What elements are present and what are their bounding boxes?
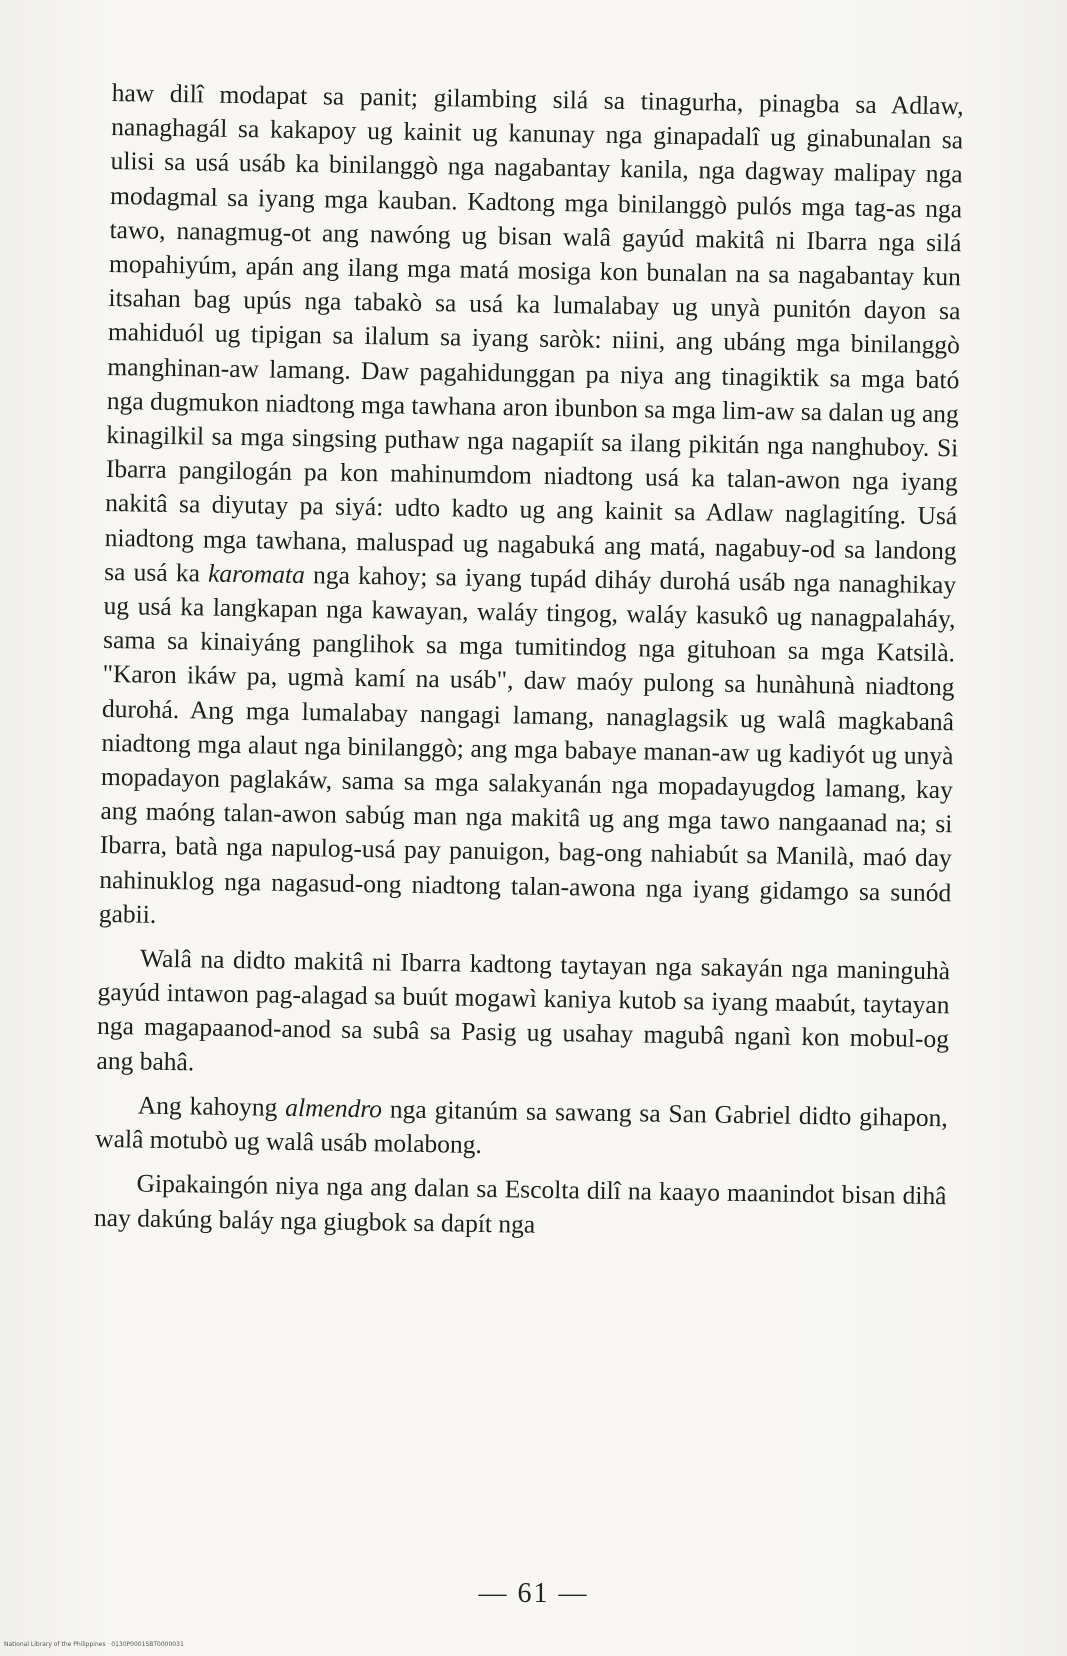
paragraph-4 — [94, 1166, 947, 1248]
paragraph-1-text-a: haw dilî modapat sa panit; gilambing silá sa tinagurha, pinagba sa Adlaw, nanaghagál sa kakapoy ug kainit ug kanunay nga ginapadalî ug ginabunalan sa ulisi sa usá usáb ka binilanggò nga nagabantay kanila, nga dagway malipay nga modagmal sa iyang mga kauban. Kadtong mga binilanggò pulós mga tag-as nga tawo, nanagmug-ot ang nawóng ug bisan walâ gayúd makitâ ni Ibarra nga silá mopahiyúm, apán ang ilang mga matá mosiga kon bunalan na sa nagabantay kun itsahan bag upús nga tabakò sa usá ka lumalabay ug unyà punitón dayon sa mahiduól ug tipigan sa ilalum sa iyang saròk: niini, ang ubáng mga binilanggò manghinan-aw lamang. Daw pagahidunggan pa niya ang tinagiktik sa mga bató nga dugmukon niadtong mga tawhana aron ibunbon sa mga lim-aw sa dalan ug ang kinagilkil sa mga singsing puthaw nga nagapiít sa ilang pikitán nga nanghuboy. Si Ibarra pangilogán pa kon mahinumdom niadtong usá ka talan-awon nga iyang nakitâ sa diyutay pa siyá: udto kadto ug ang kainit sa Adlaw naglagitíng. Usá niadtong mga tawhana, maluspad ug nagabuká ang matá, nagabuy-od sa landong sa usá ka — [103, 77, 964, 588]
paragraph-1 — [99, 76, 964, 944]
paragraph-2-text: Walâ na didto makitâ ni Ibarra kadtong taytayan nga sakayán nga maninguhà gayúd intawon pag-alagad sa buút mogawì kaniya kutob sa iyang maabút, taytayan nga magapaanod-anod sa subâ sa Pasig ug usahay magubâ nganì kon mobul-og ang bahâ. — [96, 943, 951, 1077]
paragraph-3-text-a: Ang kahoyng — [137, 1090, 286, 1122]
paragraph-3-italic-almendro: almendro — [285, 1092, 383, 1124]
body-text — [94, 76, 964, 1248]
paragraph-1-italic-karomata: karomata — [207, 558, 306, 589]
page-number: — 61 — — [478, 1578, 589, 1609]
paragraph-2 — [96, 941, 950, 1091]
paragraph-1-text-b: nga kahoy; sa iyang tupád diháy durohá usáb nga nanaghikay ug usá ka langkapan nga kawayan, waláy tingog, waláy kasukô ug nanagpalaháy, sama sa kinaiyáng panglihok sa mga tumitindog nga gituhoan sa mga Katsilà. "Karon ikáw pa, ugmà kamí na usáb", daw maóy pulong sa hunàhunà niadtong durohá. Ang mga lumalabay nangagi lamang, nanaglagsik ug walâ magkabanâ niadtong mga alaut nga binilanggò; ang mga babaye manan-aw ug kadiyót ug unyà mopadayon paglakáw, sama sa mga salakyanán nga mopadayugdog lamang, kay ang maóng talan-awon sabúg man nga makitâ ug ang mga tawo nangaanad na; si Ibarra, batà nga napulog-usá pay panuigon, bag-ong nahiabút sa Manilà, maó day nahinuklog nga nagasud-ong niadtong talan-awona nga iyang gidamgo sa sunód gabii. — [98, 559, 957, 929]
paragraph-4-text: Gipakaingón niya nga ang dalan sa Escolta dilî na kaayo maanindot bisan dihâ nay dakúng baláy nga giugbok sa dapít nga — [93, 1168, 947, 1239]
paragraph-3 — [95, 1088, 948, 1170]
footer-credit: National Library of the Philippines · 0130P0001SBT0000031 — [4, 1641, 184, 1648]
paragraph-3-text-b: nga gitanúm sa sawang sa San Gabriel didto gihapon, walâ motubò ug walâ usáb molabong. — [95, 1094, 948, 1160]
